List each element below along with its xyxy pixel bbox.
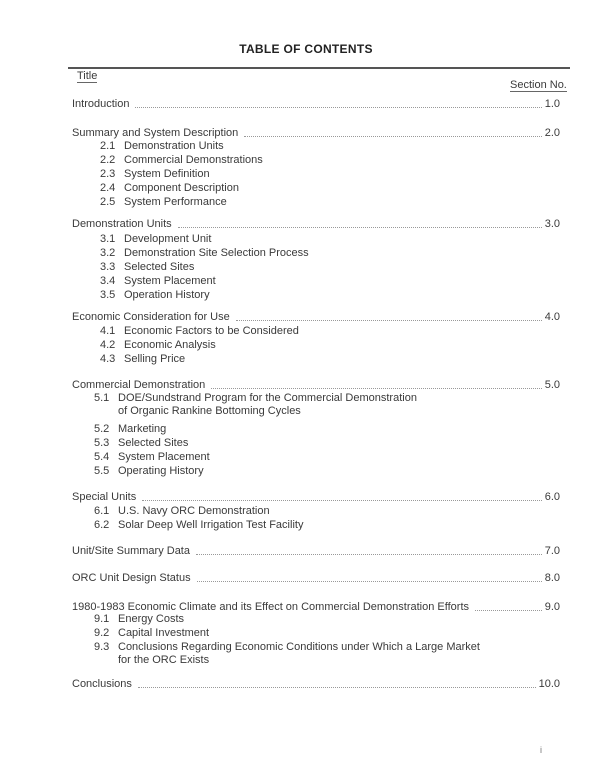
toc-subentry	[100, 289, 210, 302]
subsection-title: System Placement	[124, 275, 216, 287]
toc-subentry	[100, 261, 194, 274]
subsection-title-continued: of Organic Rankine Bottoming Cycles	[118, 405, 301, 417]
toc-subentry	[94, 641, 480, 666]
section-number: 10.0	[538, 678, 560, 690]
subsection-title: U.S. Navy ORC Demonstration	[118, 505, 270, 517]
subsection-number: 3.1	[100, 233, 116, 245]
subsection-title: Operation History	[124, 289, 210, 301]
subsection-title: Selected Sites	[124, 261, 195, 273]
toc-subentry	[94, 437, 188, 450]
section-number: 8.0	[544, 572, 560, 584]
toc-subentry	[94, 519, 303, 532]
subsection-number: 9.2	[94, 627, 110, 639]
page-title: TABLE OF CONTENTS	[239, 42, 373, 56]
toc-entry	[72, 572, 560, 585]
subsection-title: Development Unit	[124, 233, 212, 245]
subsection-number: 9.3	[94, 641, 110, 653]
subsection-title: System Placement	[118, 451, 210, 463]
subsection-number: 6.2	[94, 519, 110, 531]
section-number: 4.0	[544, 311, 560, 323]
column-header-title: Title	[77, 70, 98, 82]
toc-entry	[72, 491, 560, 504]
column-header-section: Section No.	[510, 79, 567, 91]
toc-subentry	[94, 423, 166, 436]
subsection-number: 4.3	[100, 353, 116, 365]
subsection-title: Marketing	[118, 423, 167, 435]
toc-entry	[72, 98, 560, 111]
toc-subentry	[100, 182, 239, 195]
toc-subentry	[94, 505, 270, 518]
subsection-number: 5.3	[94, 437, 110, 449]
entry-title: Economic Consideration for Use	[72, 311, 230, 323]
subsection-number: 4.2	[100, 339, 116, 351]
dot-leader	[178, 227, 542, 228]
subsection-title: Component Description	[124, 182, 239, 194]
section-number: 5.0	[544, 379, 560, 391]
toc-subentry	[94, 627, 209, 640]
subsection-title: Conclusions Regarding Economic Conditions under Which a Large Market	[118, 641, 480, 653]
toc-subentry	[100, 353, 185, 366]
toc-subentry	[100, 339, 216, 352]
page-number: i	[540, 745, 542, 755]
toc-subentry	[94, 465, 204, 478]
entry-title: Introduction	[72, 98, 130, 110]
subsection-number: 3.5	[100, 289, 116, 301]
section-number: 1.0	[544, 98, 560, 110]
section-number: 9.0	[544, 601, 560, 613]
toc-entry	[72, 127, 560, 140]
subsection-number: 2.4	[100, 182, 116, 194]
toc-subentry	[100, 196, 227, 209]
entry-title: ORC Unit Design Status	[72, 572, 191, 584]
subsection-title: Commercial Demonstrations	[124, 154, 263, 166]
subsection-title: DOE/Sundstrand Program for the Commercial Demonstration	[118, 392, 417, 404]
dot-leader	[138, 687, 536, 688]
section-number: 7.0	[544, 545, 560, 557]
subsection-number: 3.3	[100, 261, 116, 273]
dot-leader	[135, 107, 541, 108]
dot-leader	[475, 610, 542, 611]
dot-leader	[196, 554, 542, 555]
dot-leader	[236, 320, 542, 321]
subsection-number: 5.1	[94, 392, 110, 404]
toc-subentry	[100, 275, 216, 288]
subsection-title: System Definition	[124, 168, 210, 180]
toc-subentry	[94, 613, 184, 626]
toc-subentry	[100, 325, 299, 338]
subsection-title: Capital Investment	[118, 627, 210, 639]
entry-title: Unit/Site Summary Data	[72, 545, 190, 557]
subsection-number: 2.5	[100, 196, 116, 208]
subsection-number: 5.5	[94, 465, 110, 477]
toc-subentry	[94, 451, 210, 464]
subsection-title: Selected Sites	[118, 437, 189, 449]
subsection-number: 4.1	[100, 325, 116, 337]
toc-entry	[72, 545, 560, 558]
subsection-number: 3.2	[100, 247, 116, 259]
subsection-number: 3.4	[100, 275, 116, 287]
subsection-number: 2.3	[100, 168, 116, 180]
subsection-number: 6.1	[94, 505, 110, 517]
toc-entry	[72, 218, 560, 231]
subsection-title: Economic Analysis	[124, 339, 216, 351]
dot-leader	[244, 136, 541, 137]
section-number: 2.0	[544, 127, 560, 139]
toc-entry	[72, 379, 560, 392]
subsection-number: 9.1	[94, 613, 110, 625]
subsection-number: 2.2	[100, 154, 116, 166]
entry-title: Commercial Demonstration	[72, 379, 206, 391]
toc-entry	[72, 678, 560, 691]
dot-leader	[142, 500, 542, 501]
header-rule	[68, 67, 570, 69]
subsection-number: 2.1	[100, 140, 116, 152]
toc-entry	[72, 311, 560, 324]
toc-subentry	[100, 140, 224, 153]
toc-subentry	[100, 233, 211, 246]
subsection-title: System Performance	[124, 196, 227, 208]
subsection-number: 5.4	[94, 451, 110, 463]
subsection-title-continued: for the ORC Exists	[118, 654, 210, 666]
section-number: 6.0	[544, 491, 560, 503]
subsection-title: Selling Price	[124, 353, 186, 365]
entry-title: Demonstration Units	[72, 218, 172, 230]
toc-subentry	[100, 247, 309, 260]
dot-leader	[197, 581, 542, 582]
toc-subentry	[94, 392, 417, 417]
entry-title: Conclusions	[72, 678, 132, 690]
section-number: 3.0	[544, 218, 560, 230]
subsection-number: 5.2	[94, 423, 110, 435]
subsection-title: Demonstration Site Selection Process	[124, 247, 309, 259]
subsection-title: Demonstration Units	[124, 140, 224, 152]
toc-subentry	[100, 168, 210, 181]
entry-title: Special Units	[72, 491, 137, 503]
toc-subentry	[100, 154, 263, 167]
subsection-title: Economic Factors to be Considered	[124, 325, 299, 337]
entry-title: 1980-1983 Economic Climate and its Effect on Commercial Demonstration Efforts	[72, 601, 469, 613]
subsection-title: Operating History	[118, 465, 204, 477]
subsection-title: Energy Costs	[118, 613, 185, 625]
entry-title: Summary and System Description	[72, 127, 239, 139]
dot-leader	[211, 388, 541, 389]
subsection-title: Solar Deep Well Irrigation Test Facility	[118, 519, 304, 531]
